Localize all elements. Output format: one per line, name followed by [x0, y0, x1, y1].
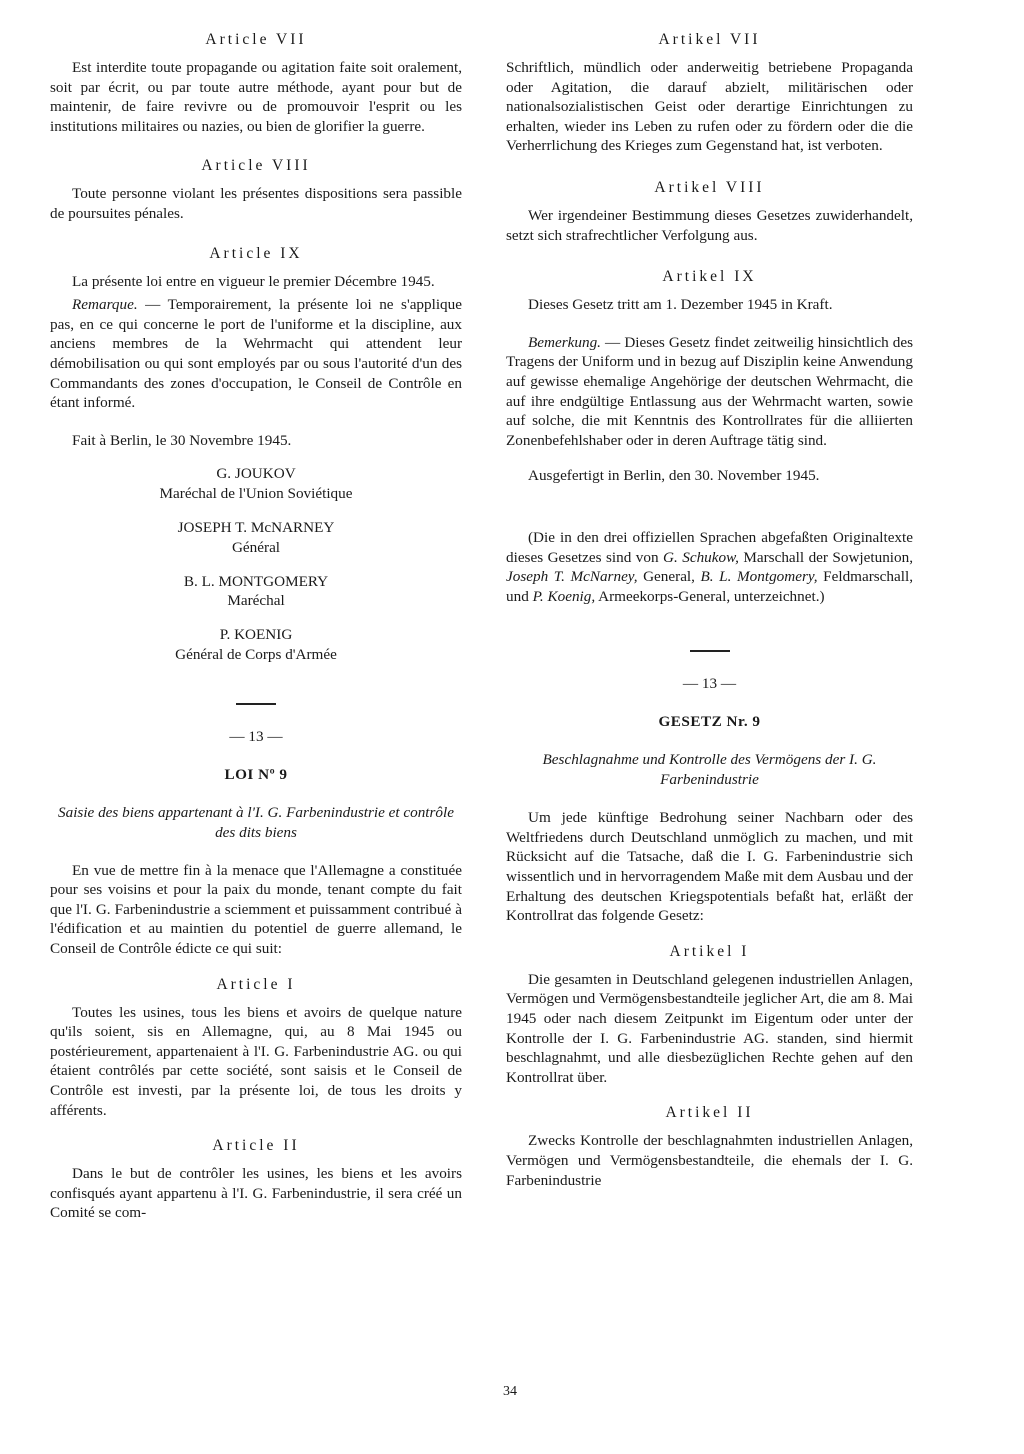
signatory-title: Maréchal	[227, 592, 285, 610]
bemerkung-paragraph	[506, 333, 913, 451]
gesetz9-artikel-1-heading: Artikel I	[669, 942, 750, 960]
remark-text: — Temporairement, la présente loi ne s'applique pas, en ce qui concerne le port de l'uniforme et la discipline, aux anciens membres de la Wehrmacht qui attendent leur démobilisation ou qui sont employés par ou sous l'autorité d'un des Commandants des zones d'occupation, le Conseil de Contrôle en étant informé.	[50, 296, 462, 412]
note-text: Feldmarschall, und	[506, 568, 913, 605]
remark-paragraph	[50, 295, 462, 413]
artikel-7-heading: Artikel VII	[658, 31, 761, 48]
praeambel-text: Um jede künftige Bedrohung seiner Nachbarn oder des Weltfriedens durch Deutschland unmöglich zu machen, und mit Rücksicht auf die Tatsache, daß die I. G. Farbenindustrie sich wissentlich und in hervorragendem Maße mit dem Ausbau und der Erhaltung des deutschen Kriegspotentials befaßt hat, erläßt der Kontrollrat das folgende Gesetz:	[506, 809, 913, 925]
gesetz-title: GESETZ Nr. 9	[658, 713, 761, 731]
remark-label: Remarque.	[72, 296, 138, 314]
note-text: Marschall der Sowjetunion,	[738, 548, 914, 566]
done-at-line: Fait à Berlin, le 30 Novembre 1945.	[72, 431, 292, 449]
signatory-title: Maréchal de l'Union Soviétique	[159, 485, 353, 503]
signatory-name: P. KOENIG	[219, 626, 293, 644]
gesetz9-artikel-1-text: Die gesamten in Deutschland gelegenen industriellen Anlagen, Vermögen und Vermögensbestandteile jeglicher Art, die am 8. Mai 1945 oder nach diesem Zeitpunkt im Eigentum oder unter der Kontrolle der I. G. Farbenindustrie AG. standen, sind hiermit beschlagnahmt, und alle diesbezüglichen Rechte gehen auf den Kontrollrat über.	[506, 970, 913, 1086]
french-column	[50, 30, 462, 1223]
article-8-text: Toute personne violant les présentes dispositions sera passible de poursuites pénales.	[50, 185, 462, 222]
note-name: Joseph T. McNarney,	[506, 568, 638, 586]
section-divider	[236, 703, 276, 705]
artikel-9-text: Dieses Gesetz tritt am 1. Dezember 1945 in Kraft.	[528, 296, 833, 314]
signature-block-4	[50, 625, 462, 665]
law9-article-2-heading: Article II	[212, 1137, 300, 1155]
gesetz9-artikel-2-text: Zwecks Kontrolle der beschlagnahmten industriellen Anlagen, Vermögen und Vermögensbestandteile, die ehemals der I. G. Farbenindustrie	[506, 1132, 913, 1189]
bemerkung-label: Bemerkung.	[528, 333, 601, 351]
note-name: P. Koenig,	[532, 587, 596, 605]
law9-article-1-heading: Article I	[216, 975, 296, 993]
law-number-marker: — 13 —	[682, 675, 737, 693]
gesetz9-artikel-2-heading: Artikel II	[665, 1104, 754, 1122]
ausgefertigt-line: Ausgefertigt in Berlin, den 30. November 1945.	[528, 467, 820, 485]
signatory-title: Général	[231, 538, 281, 556]
signatory-name: JOSEPH T. McNARNEY	[177, 518, 335, 536]
german-column	[506, 30, 913, 1190]
artikel-8-text: Wer irgendeiner Bestimmung dieses Gesetzes zuwiderhandelt, setzt sich strafrechtlicher Verfolgung aus.	[506, 206, 913, 244]
article-7-heading: Article VII	[205, 31, 307, 48]
signature-block-2	[50, 518, 462, 558]
signatory-name: B. L. MONTGOMERY	[183, 572, 329, 590]
article-9-heading: Article IX	[209, 244, 303, 262]
gesetz-subtitle: Beschlagnahme und Kontrolle des Vermögens der I. G. Farbenindustrie	[542, 751, 877, 789]
note-text: General,	[637, 568, 701, 586]
signatory-title: Général de Corps d'Armée	[175, 645, 337, 663]
note-text: (Die in den drei offiziellen Sprachen abgefaßten Originaltexte dieses Gesetzes sind von	[506, 528, 913, 566]
section-divider	[690, 650, 730, 652]
page-folio: 34	[503, 1384, 517, 1399]
article-7-text: Est interdite toute propagande ou agitation faite soit oralement, soit par écrit, ou par toute autre méthode, ayant pour but de maintenir, de faire revivre ou de promouvoir l'esprit ou les institutions militaires ou nazies, ou bien de glorifier la guerre.	[50, 59, 462, 135]
note-text: Armeekorps-General, unterzeichnet.)	[595, 587, 825, 605]
preamble-text: En vue de mettre fin à la menace que l'Allemagne a constituée pour ses voisins et pour la paix du monde, tenant compte du fait que l'I. G. Farbenindustrie a sciemment et puissamment contribué à l'édification et au maintien du potentiel de guerre allemand, le Conseil de Contrôle édicte ce qui suit:	[50, 861, 462, 958]
law9-article-2-text: Dans le but de contrôler les usines, les biens et les avoirs confisqués ayant appartenu à l'I. G. Farbenindustrie, il sera créé un Comité se com-	[50, 1165, 462, 1222]
signature-block-3	[50, 572, 462, 612]
note-name: B. L. Montgomery,	[700, 568, 818, 586]
signatory-name: G. JOUKOV	[216, 465, 296, 483]
note-name: G. Schukow,	[663, 548, 739, 566]
signature-block-1	[50, 464, 462, 504]
law-number-marker: — 13 —	[229, 727, 283, 745]
article-9-text: La présente loi entre en vigueur le premier Décembre 1945.	[72, 272, 435, 290]
bemerkung-text: — Dieses Gesetz findet zeitweilig hinsichtlich des Tragens der Uniform und in bezug auf Disziplin keine Anwendung auf gewisse ehemalige Angehörige der deutschen Wehrmacht, die auf ihre endgültige Entlassung aus der Wehrmacht warten, sowie auf solche, die mit Kenntnis des Kontrollrates für die alliierten Zonenbefehlshaber oder in deren Auftrage tätig sind.	[506, 333, 913, 449]
article-8-heading: Article VIII	[201, 157, 311, 175]
law-title: LOI Nº 9	[224, 765, 288, 783]
artikel-9-heading: Artikel IX	[662, 268, 757, 286]
law9-article-1-text: Toutes les usines, tous les biens et avoirs de quelque nature qu'ils soient, sis en Allemagne, qui, au 8 Mai 1945 ou postérieurement, appartenaient à l'I. G. Farbenindustrie AG. ou qui étaient contrôlés par cette société, sont saisis et le Conseil de Contrôle est investi, par la présente loi, de tous les droits y afférents.	[50, 1003, 462, 1119]
law-subtitle: Saisie des biens appartenant à l'I. G. Farbenindustrie et contrôle des dits biens	[58, 803, 454, 841]
artikel-7-text: Schriftlich, mündlich oder anderweitig betriebene Propaganda oder Agitation, die darauf abzielt, militärischen oder nationalsozialistischen Geist oder derartige Einrichtungen zu erhalten, wieder ins Leben zu rufen oder zu fördern oder die die Verherrlichung des Krieges zum Gegenstand hat, ist verboten.	[506, 59, 913, 155]
artikel-8-heading: Artikel VIII	[654, 178, 765, 196]
signatories-note	[506, 528, 913, 606]
